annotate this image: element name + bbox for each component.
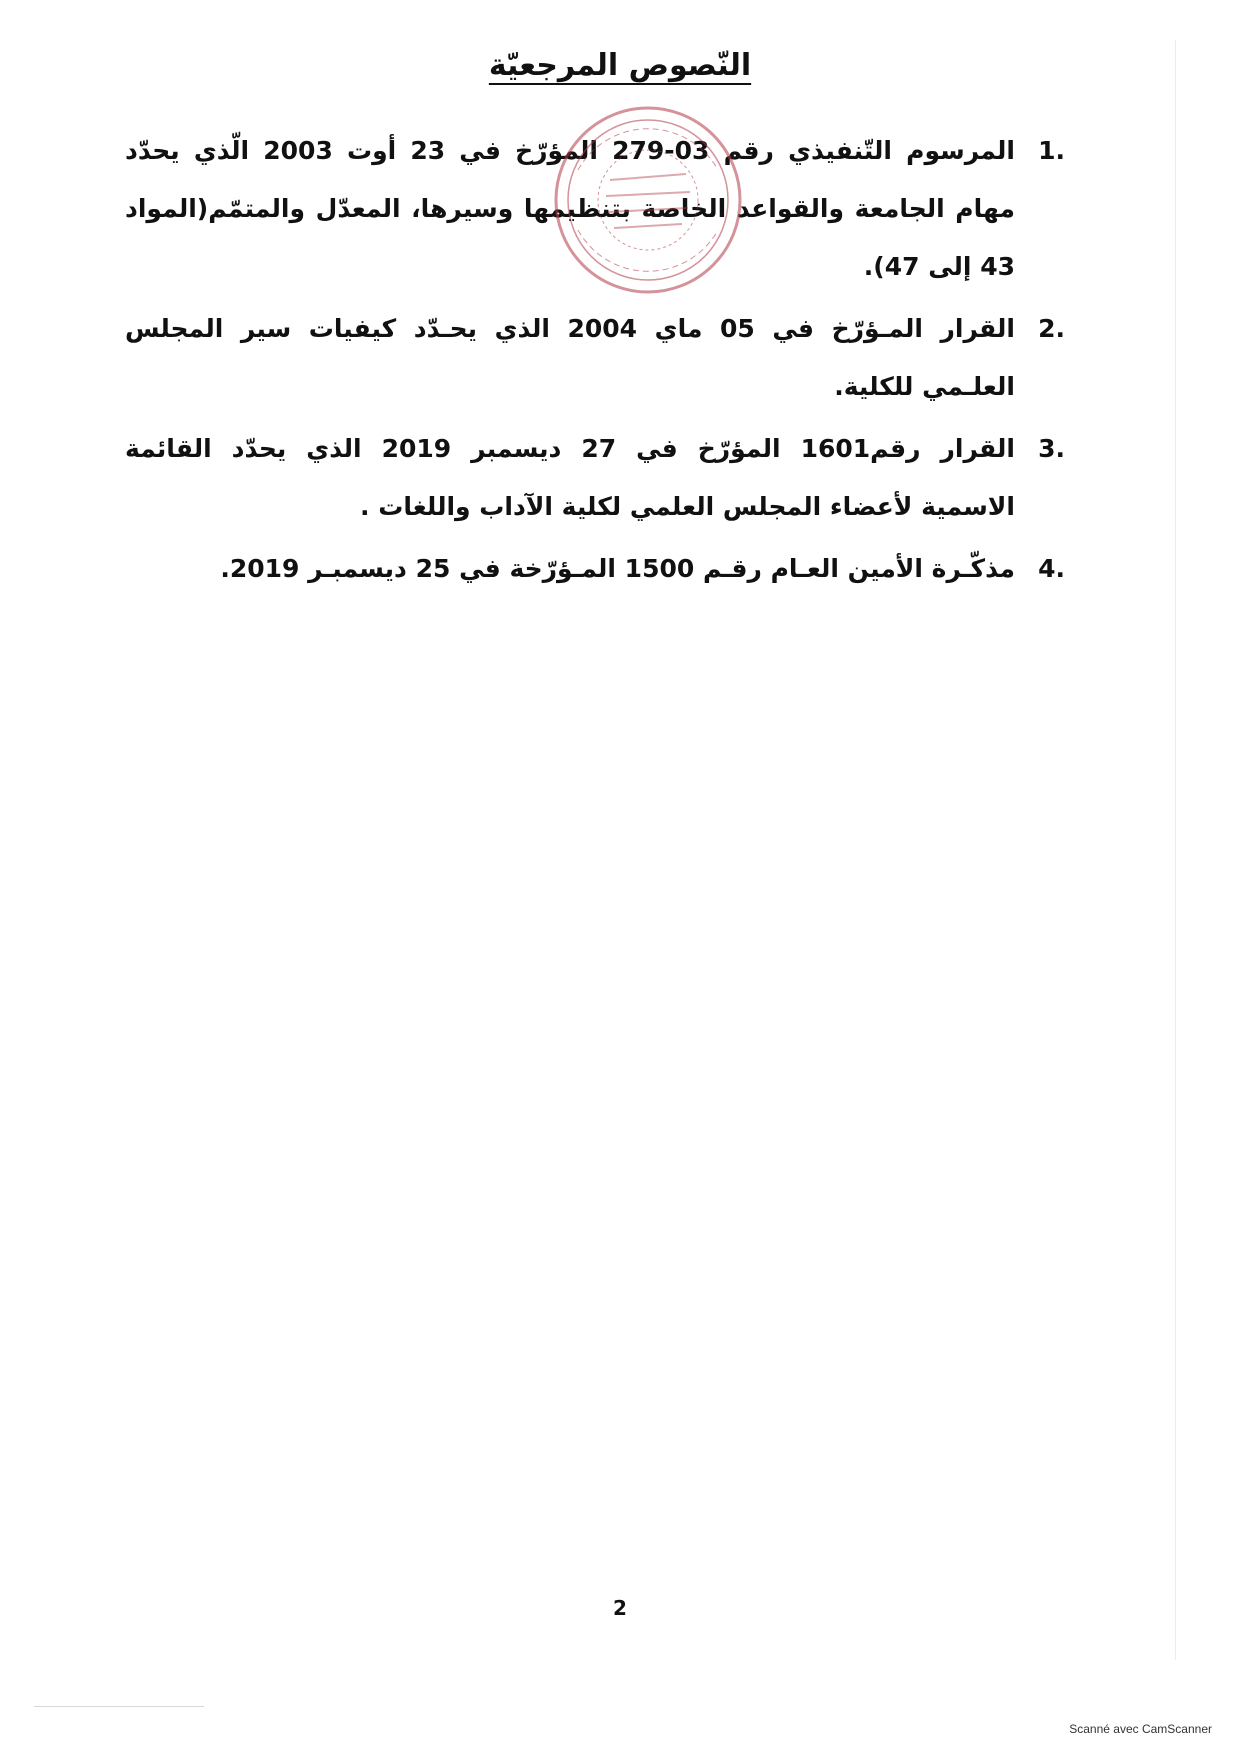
reference-number: 3. <box>1038 434 1065 463</box>
reference-text: المرسوم التّنفيذي رقم 03-279 المؤرّخ في 23 أوت 2003 الّذي يحدّد مهام الجامعة والقواعد الخاصة بتنظيمها وسيرها، المعدّل والمتمّم(المواد 43 إلى 47). <box>125 136 1015 281</box>
reference-text: القرار رقم1601 المؤرّخ في 27 ديسمبر 2019 الذي يحدّد القائمة الاسمية لأعضاء المجلس العلمي لكلية الآداب واللغات . <box>125 434 1015 521</box>
reference-number: 4. <box>1038 554 1065 583</box>
reference-number: 1. <box>1038 136 1065 165</box>
official-stamp-icon <box>548 100 748 300</box>
page-number: 2 <box>613 1596 627 1620</box>
page-title-text: النّصوص المرجعيّة <box>488 48 752 83</box>
reference-text: القرار المـؤرّخ في 05 ماي 2004 الذي يحـدّد كيفيات سير المجلس العلـمي للكلية. <box>125 314 1016 401</box>
page-title <box>0 48 1240 83</box>
reference-item-4 <box>125 540 1065 598</box>
scan-edge-line <box>1175 40 1176 1660</box>
reference-text: مذكّـرة الأمين العـام رقـم 1500 المـؤرّخة في 25 ديسمبـر 2019. <box>220 554 1015 583</box>
reference-number: 2. <box>1038 314 1065 343</box>
reference-item-3 <box>125 420 1065 536</box>
scanner-watermark: Scanné avec CamScanner <box>1069 1722 1212 1736</box>
reference-item-2 <box>125 300 1065 416</box>
scan-bottom-line <box>34 1706 204 1707</box>
